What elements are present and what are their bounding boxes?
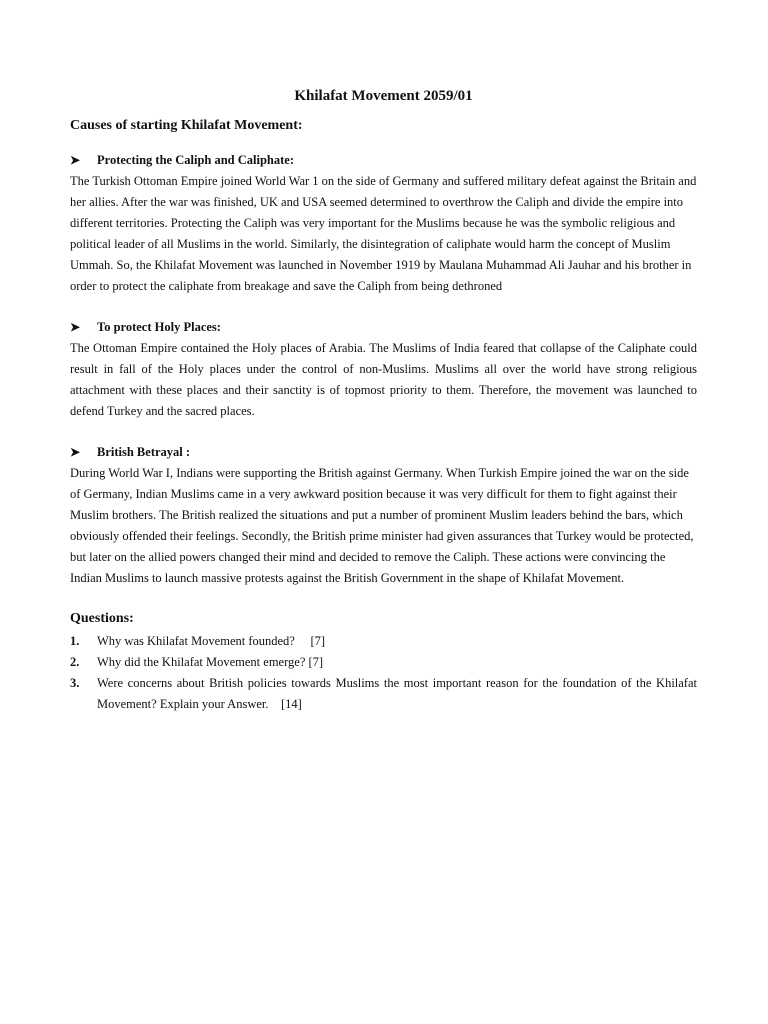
question-text: Were concerns about British policies towards Muslims the most important reason for the foundation of the Khilafat Movement? Explain your Answer. [14] (97, 676, 701, 711)
cause-block-caliph (70, 150, 697, 297)
questions-list (70, 631, 701, 715)
cause-heading-caliph (70, 150, 697, 171)
cause-block-british-betrayal (70, 442, 697, 589)
questions-heading: Questions: (70, 611, 134, 626)
cause-heading-holy-places (70, 317, 697, 338)
cause-paragraph-holy-places: The Ottoman Empire contained the Holy places of Arabia. The Muslims of India feared that collapse of the Caliphate could result in fall of the Holy places under the control of non-Muslims. Muslims all over the world have strong religious attachment with these places and their sanctity is of topmost priority to them. Therefore, the movement was launched to defend Turkey and the sacred places. (70, 341, 697, 418)
question-item (70, 631, 697, 652)
cause-paragraph-caliph: The Turkish Ottoman Empire joined World War 1 on the side of Germany and suffered military defeat against the Britain and her allies. After the war was finished, UK and USA seemed determined to overthrow the Caliph and divide the empire into different territories. Protecting the Caliph was very important for the Muslims because he was the symbolic religious and political leader of all Muslims in the world. Similarly, the disintegration of caliphate would harm the concept of Muslim Ummah. So, the Khilafat Movement was launched in November 1919 by Maulana Muhammad Ali Jauhar and his brother in order to protect the caliphate from breakage and save the Caliph from being dethroned (70, 174, 697, 293)
question-item (70, 652, 697, 673)
cause-paragraph-british-betrayal: During World War I, Indians were supporting the British against Germany. When Turkish Empire joined the war on the side of Germany, Indian Muslims came in a very awkward position because it was very difficult for them to fight against their Muslim brothers. The British realized the situations and put a number of prominent Muslim leaders behind the bars, which obviously offended their feelings. Secondly, the British prime minister had given assurances that Turkey would be protected, but later on the allied powers changed their mind and decided to remove the Caliph. These actions were convincing the Indian Muslims to launch massive protests against the British Government in the shape of Khilafat Movement. (70, 466, 694, 585)
arrow-bullet-icon: ➤ (70, 445, 81, 459)
question-number: 3. (70, 676, 80, 690)
question-number: 1. (70, 634, 80, 648)
document-page (70, 86, 701, 715)
document-title: Khilafat Movement 2059/01 (294, 88, 473, 104)
question-item (70, 673, 701, 715)
arrow-bullet-icon: ➤ (70, 153, 81, 167)
cause-heading-label: Protecting the Caliph and Caliphate: (97, 153, 294, 167)
arrow-bullet-icon: ➤ (70, 320, 81, 334)
question-number: 2. (70, 655, 80, 669)
question-text: Why did the Khilafat Movement emerge? [7] (97, 655, 324, 669)
question-text: Why was Khilafat Movement founded? [7] (97, 634, 326, 648)
cause-heading-british-betrayal (70, 442, 697, 463)
cause-block-holy-places (70, 317, 697, 422)
section-heading-causes: Causes of starting Khilafat Movement: (70, 118, 303, 133)
cause-heading-label: British Betrayal : (97, 445, 191, 459)
cause-heading-label: To protect Holy Places: (97, 320, 221, 334)
